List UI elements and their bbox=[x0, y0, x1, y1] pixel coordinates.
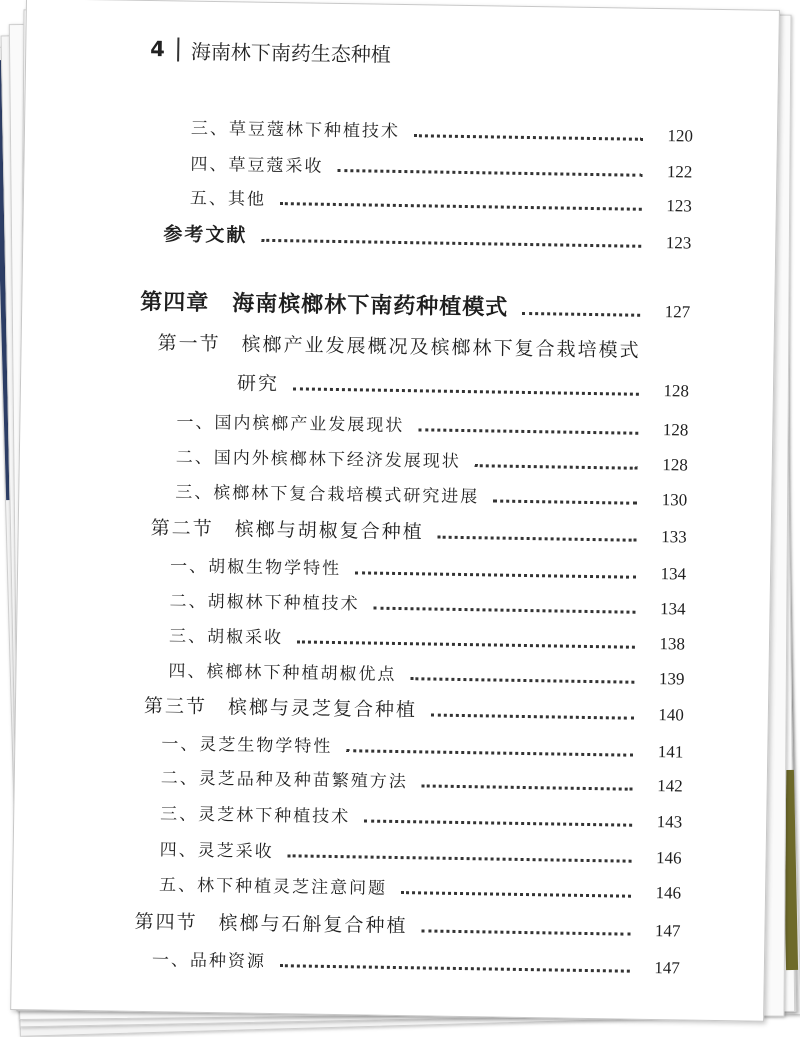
toc-entry bbox=[159, 870, 681, 912]
toc-entry-page: 146 bbox=[655, 848, 682, 868]
toc-entry bbox=[190, 184, 692, 226]
toc-entry-title: 四、槟榔林下种植胡椒优点 bbox=[168, 661, 397, 685]
dot-leader bbox=[522, 312, 640, 317]
toc-entry-title: 四、草豆蔻采收 bbox=[190, 154, 324, 177]
toc-entry-page: 130 bbox=[661, 490, 688, 510]
toc-entry-page: 127 bbox=[664, 302, 691, 322]
toc-entry-page: 143 bbox=[656, 812, 683, 832]
toc-entry bbox=[152, 945, 680, 987]
dot-leader bbox=[410, 677, 634, 684]
dot-leader bbox=[297, 640, 635, 648]
toc-entry bbox=[163, 219, 691, 261]
toc-entry-page: 123 bbox=[666, 196, 693, 216]
toc-entry-page: 147 bbox=[654, 958, 681, 978]
toc-entry bbox=[140, 285, 690, 328]
toc-entry-page: 142 bbox=[657, 776, 683, 796]
toc-entry-page: 134 bbox=[660, 564, 687, 584]
dot-leader bbox=[373, 607, 635, 614]
toc-entry-title: 研究 bbox=[236, 372, 280, 396]
dot-leader bbox=[288, 854, 632, 862]
toc-entry-title: 第四节 槟榔与石斛复合种植 bbox=[134, 910, 408, 938]
dot-leader bbox=[280, 964, 630, 972]
toc-entry-page: 128 bbox=[663, 381, 690, 401]
toc-entry-title: 一、灵芝生物学特性 bbox=[161, 734, 333, 757]
toc-entry-page: 134 bbox=[659, 599, 686, 619]
toc-entry-title: 一、品种资源 bbox=[151, 950, 267, 972]
running-header bbox=[150, 31, 391, 71]
toc-entry-title: 二、灵芝品种及种苗繁殖方法 bbox=[160, 768, 408, 793]
dot-leader bbox=[414, 134, 643, 141]
dot-leader bbox=[280, 202, 642, 211]
toc-entry-title: 三、胡椒采收 bbox=[168, 626, 284, 649]
toc-entry-page: 140 bbox=[658, 705, 685, 725]
dot-leader bbox=[438, 536, 637, 542]
toc-entry-page: 133 bbox=[661, 527, 687, 547]
dot-leader bbox=[355, 571, 636, 578]
toc-entry-page: 141 bbox=[657, 742, 684, 762]
toc-entry bbox=[237, 368, 689, 409]
toc-entry-page: 123 bbox=[665, 233, 692, 253]
page-number: 4 bbox=[150, 37, 166, 62]
dot-leader bbox=[418, 428, 638, 434]
toc-entry-line1: 第一节 槟榔产业发展概况及槟榔林下复合栽培模式 bbox=[157, 332, 641, 362]
toc-entry-title: 一、国内槟榔产业发展现状 bbox=[176, 412, 405, 437]
header-divider bbox=[177, 37, 179, 61]
toc-entry-page: 128 bbox=[662, 420, 689, 440]
toc-entry-title: 二、胡椒林下种植技术 bbox=[169, 591, 360, 615]
toc-entry bbox=[175, 477, 687, 519]
dot-leader bbox=[401, 891, 631, 898]
toc-entry-title: 四、灵芝采收 bbox=[159, 840, 274, 863]
toc-entry-title: 三、草豆蔻林下种植技术 bbox=[190, 118, 401, 142]
toc-entry-page: 146 bbox=[655, 883, 682, 903]
dot-leader bbox=[475, 464, 638, 470]
book-title: 海南林下南药生态种植 bbox=[190, 39, 392, 67]
toc-entry-page: 122 bbox=[666, 162, 693, 182]
dot-leader bbox=[493, 499, 637, 504]
dot-leader bbox=[364, 819, 632, 826]
toc-entry-title: 参考文献 bbox=[163, 223, 248, 247]
toc-entry-title: 五、林下种植灵芝注意问题 bbox=[158, 875, 388, 899]
dot-leader bbox=[261, 239, 641, 248]
dot-leader bbox=[293, 387, 639, 395]
toc-entry-title: 第二节 槟榔与胡椒复合种植 bbox=[150, 517, 424, 544]
dot-leader bbox=[431, 714, 634, 720]
toc-entry-page: 147 bbox=[654, 921, 681, 941]
toc-entry bbox=[144, 691, 684, 733]
toc-page bbox=[10, 0, 780, 1022]
toc-entry bbox=[191, 114, 693, 156]
toc-entry-title: 三、槟榔林下复合栽培模式研究进展 bbox=[175, 482, 480, 508]
toc-entry-page: 138 bbox=[659, 634, 686, 654]
toc-entry-title: 第四章 海南槟榔林下南药种植模式 bbox=[140, 289, 509, 321]
dot-leader bbox=[337, 169, 642, 177]
toc-entry-title: 一、胡椒生物学特性 bbox=[169, 556, 342, 580]
toc-entry-page: 128 bbox=[662, 455, 688, 475]
toc-entry bbox=[161, 763, 683, 805]
toc-entry-title: 五、其他 bbox=[189, 188, 267, 210]
dot-leader bbox=[346, 749, 633, 757]
dot-leader bbox=[422, 784, 633, 790]
toc-entry bbox=[160, 799, 682, 841]
toc-entry-title: 三、灵芝林下种植技术 bbox=[160, 804, 351, 828]
toc-entry-title: 二、国内外槟榔林下经济发展现状 bbox=[175, 447, 461, 472]
toc-entry bbox=[150, 513, 686, 555]
toc-entry bbox=[134, 907, 680, 950]
dot-leader bbox=[421, 929, 630, 935]
toc-entry-page: 120 bbox=[667, 126, 694, 146]
toc-entry-title: 第三节 槟榔与灵芝复合种植 bbox=[143, 695, 418, 722]
toc-entry-page: 139 bbox=[658, 669, 685, 689]
